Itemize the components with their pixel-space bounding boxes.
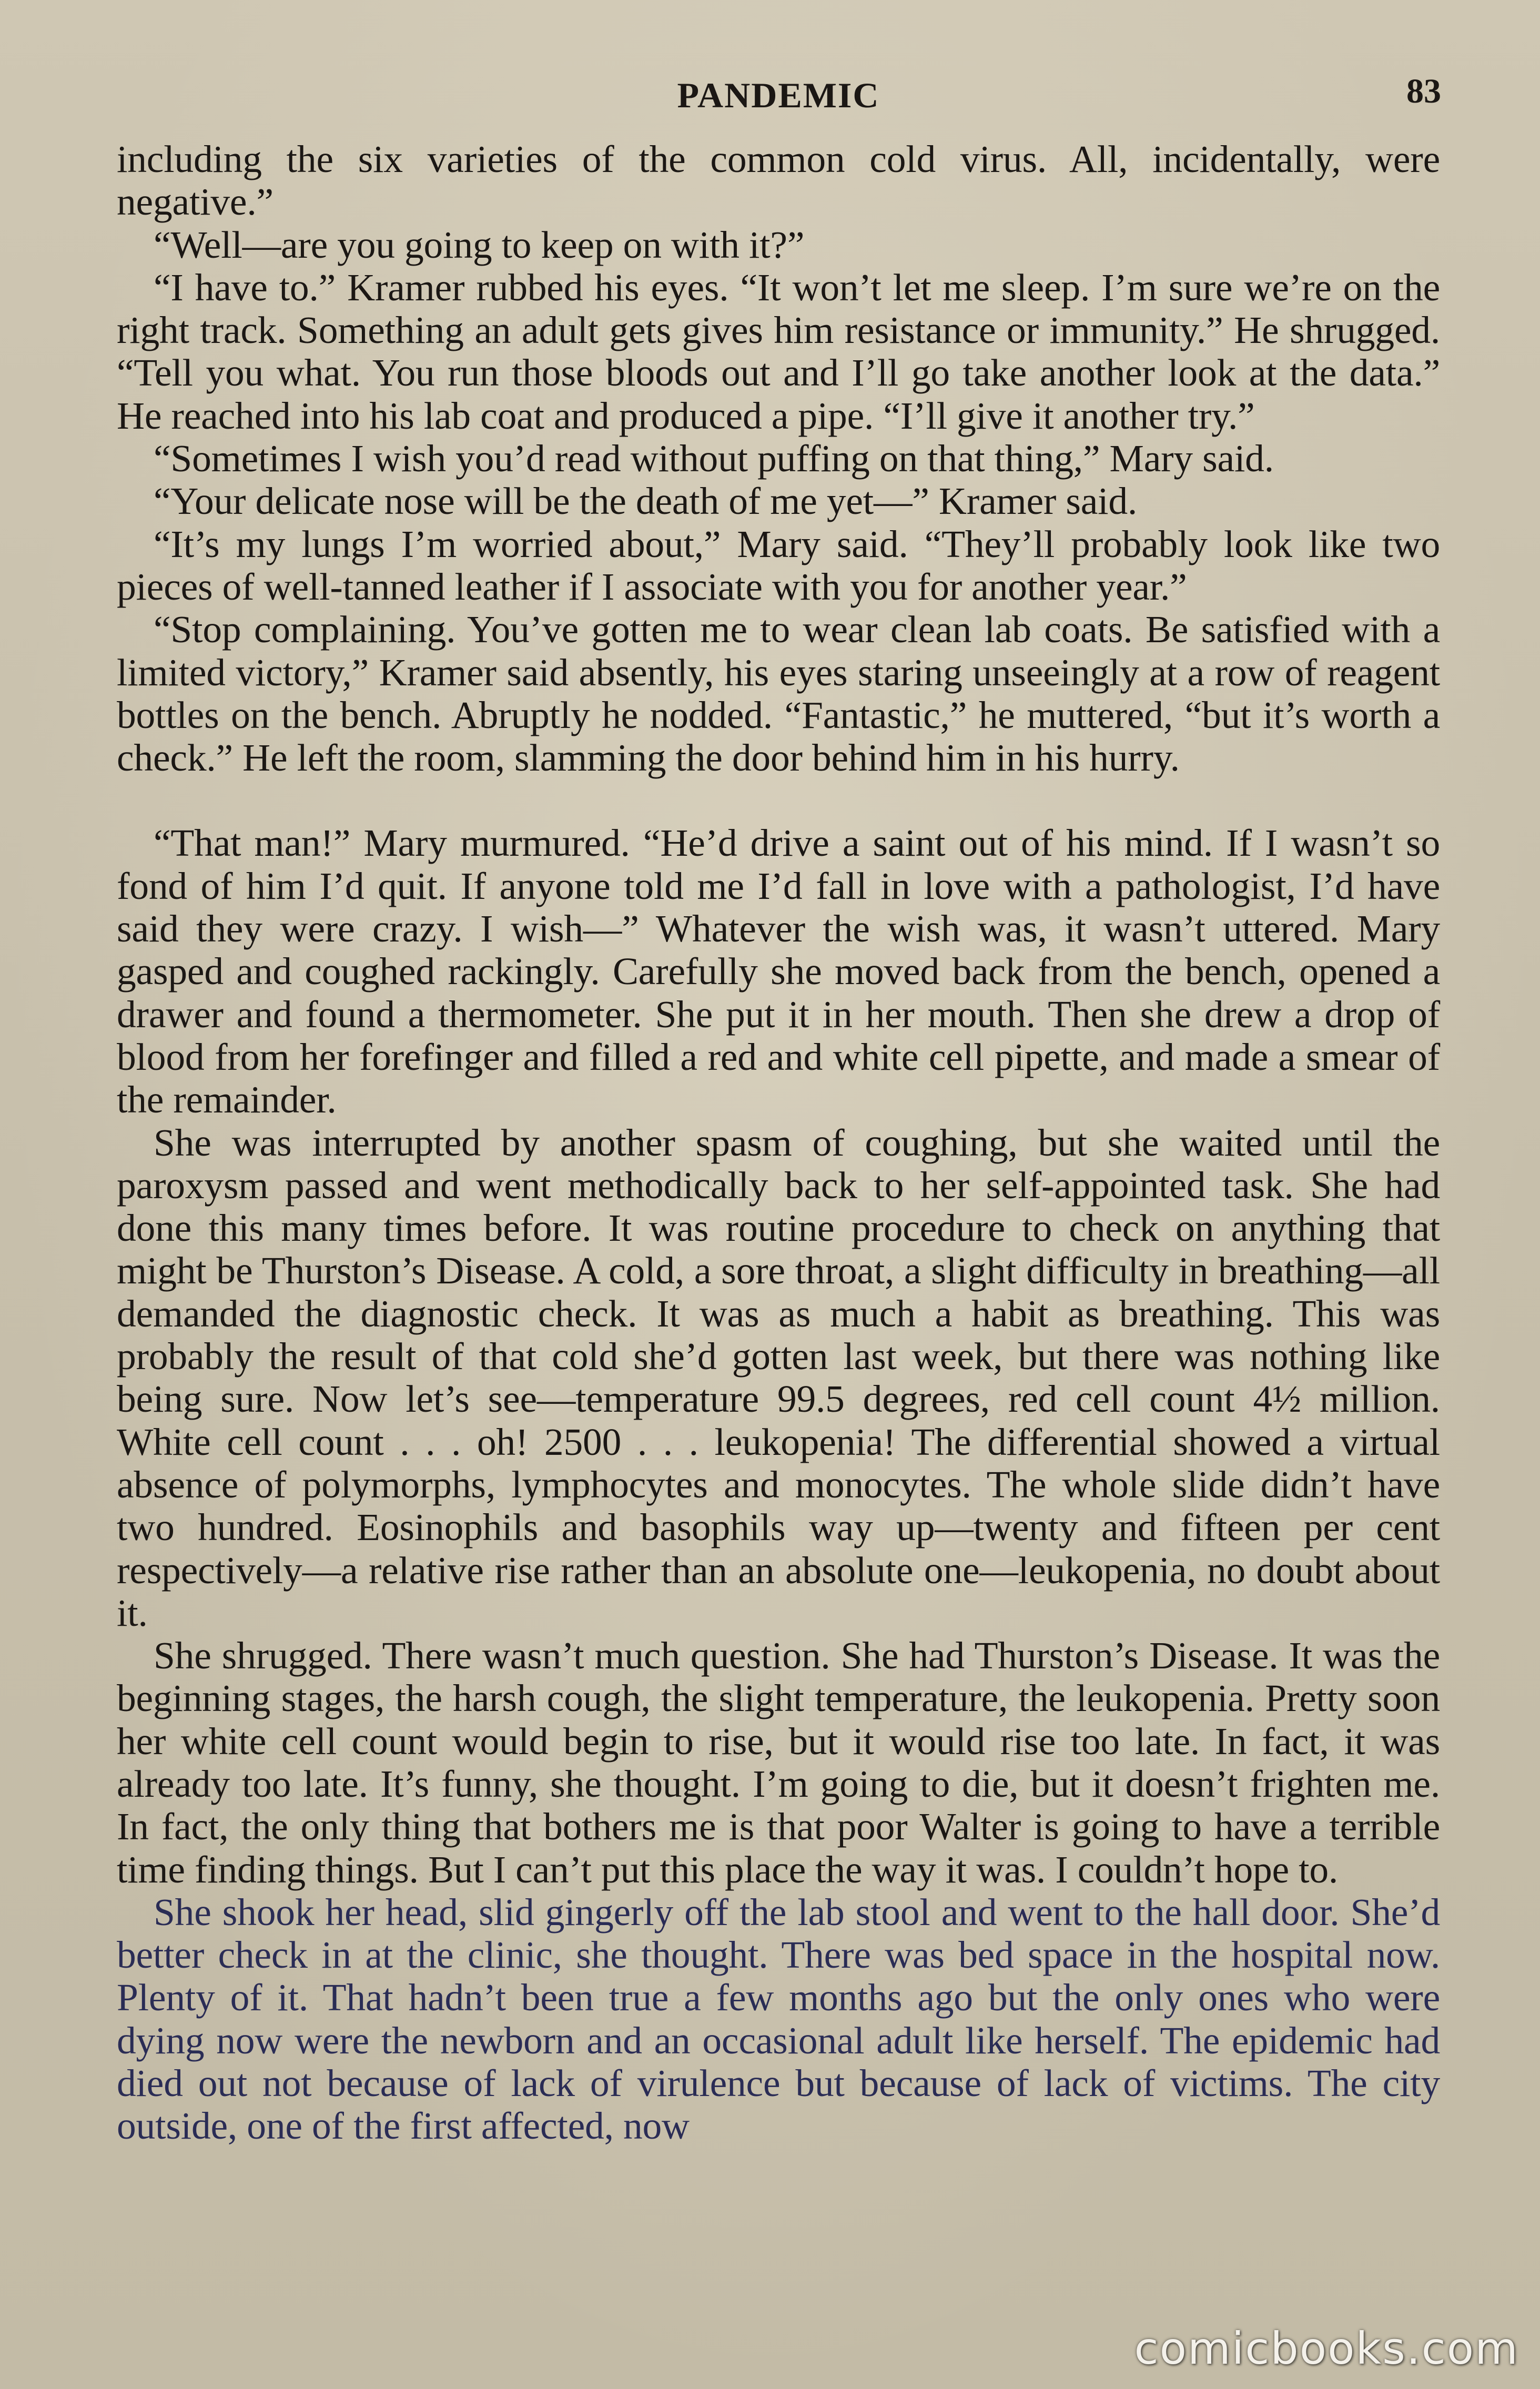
paragraph: “Your delicate nose will be the death of me yet—” Kramer said.	[154, 480, 1138, 523]
paragraph: “I have to.” Kramer rubbed his eyes. “It won’t let me sleep. I’m sure we’re on the right track. Something an adult gets gives him resistance or immunity.” He shrugged. “Tell you what. You run those bloods out and I’ll go take another look at the data.” He reached into his lab coat and produced a pipe. “I’ll give it another try.”	[117, 266, 1440, 437]
paragraph: including the six varieties of the common cold virus. All, incidentally, were negative.”	[117, 138, 1440, 224]
watermark-logo: comicbooks.com	[1134, 2323, 1519, 2374]
paragraph: “Well—are you going to keep on with it?”	[154, 223, 805, 266]
body-text	[117, 138, 1440, 2148]
paragraph: “That man!” Mary murmured. “He’d drive a saint out of his mind. If I wasn’t so fond of him I’d quit. If anyone told me I’d fall in love with a pathologist, I’d have said they were crazy. I wish—” Whatever the wish was, it wasn’t uttered. Mary gasped and coughed rackingly. Carefully she moved back from the bench, opened a drawer and found a thermometer. She put it in her mouth. Then she drew a drop of blood from her forefinger and filled a red and white cell pipette, and made a smear of the remainder.	[117, 822, 1440, 1121]
running-head	[116, 72, 1441, 122]
page-number: 83	[1406, 72, 1441, 110]
paragraph: She shook her head, slid gingerly off the lab stool and went to the hall door. She’d better check in at the clinic, she thought. There was bed space in the hospital now. Plenty of it. That hadn’t been true a few months ago but the only ones who were dying now were the newborn and an occasional adult like herself. The epidemic had died out not because of lack of virulence but because of lack of victims. The city outside, one of the first affected, now	[117, 1890, 1440, 2148]
paragraph: “Sometimes I wish you’d read without puffing on that thing,” Mary said.	[154, 437, 1274, 480]
paragraph: “Stop complaining. You’ve gotten me to wear clean lab coats. Be satisfied with a limited victory,” Kramer said absently, his eyes staring unseeingly at a row of reagent bottles on the bench. Abruptly he nodded. “Fantastic,” he muttered, “but it’s worth a check.” He left the room, slamming the door behind him in his hurry.	[117, 608, 1440, 780]
paragraph: She shrugged. There wasn’t much question. She had Thurston’s Disease. It was the beginning stages, the harsh cough, the slight temperature, the leukopenia. Pretty soon her white cell count would begin to rise, but it would rise too late. In fact, it was already too late. It’s funny, she thought. I’m going to die, but it doesn’t frighten me. In fact, the only thing that bothers me is that poor Walter is going to have a terrible time finding things. But I can’t put this place the way it was. I couldn’t hope to.	[117, 1634, 1440, 1891]
paragraph: She was interrupted by another spasm of coughing, but she waited until the paroxysm passed and went methodically back to her self-appointed task. She had done this many times before. It was routine procedure to check on anything that might be Thurston’s Disease. A cold, a sore throat, a slight difficulty in breathing—all demanded the diagnostic check. It was as much a habit as breathing. This was probably the result of that cold she’d gotten last week, but there was nothing like being sure. Now let’s see—temperature 99.5 degrees, red cell count 4½ million. White cell count . . . oh! 2500 . . . leukopenia! The differential showed a virtual absence of polymorphs, lymphocytes and monocytes. The whole slide didn’t have two hundred. Eosinophils and basophils way up—twenty and fifteen per cent respectively—a relative rise rather than an absolute one—leukopenia, no doubt about it.	[117, 1121, 1440, 1634]
running-title: PANDEMIC	[677, 75, 880, 115]
paragraph: “It’s my lungs I’m worried about,” Mary said. “They’ll probably look like two pieces of well-tanned leather if I associate with you for another year.”	[117, 522, 1440, 608]
